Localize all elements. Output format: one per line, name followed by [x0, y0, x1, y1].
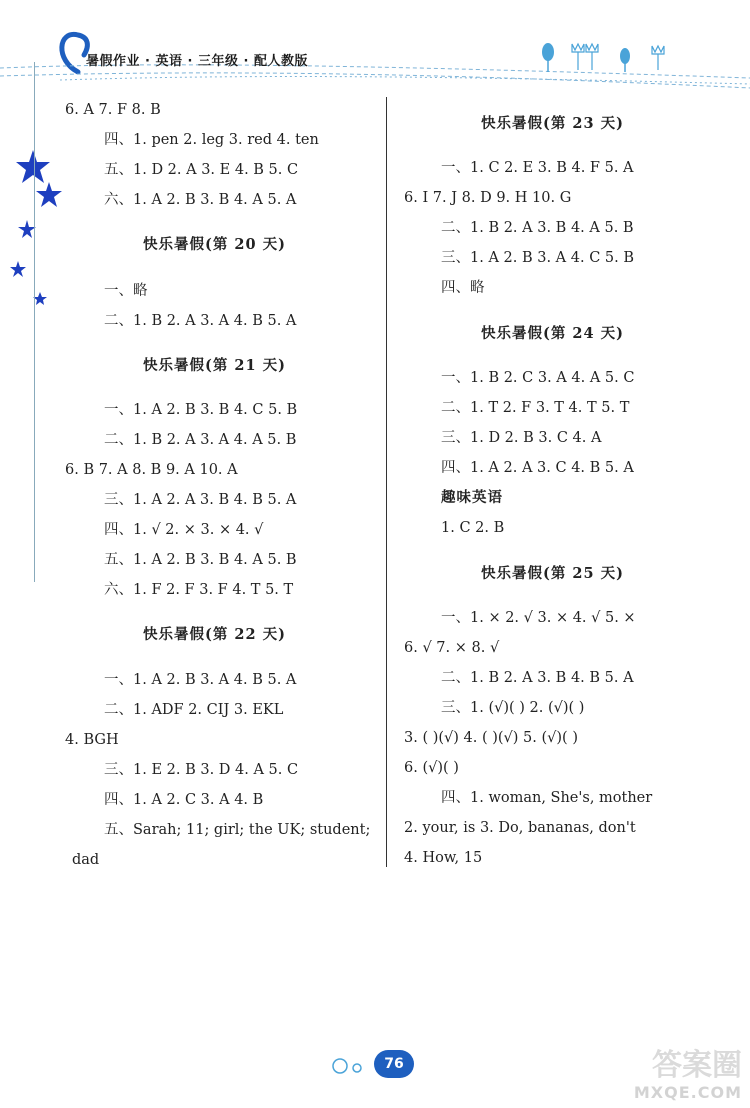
section-title: 快乐暑假(第 23 天) [481, 115, 624, 132]
answer-line: 一、1. B 2. C 3. A 4. A 5. C [441, 370, 635, 386]
answer-line: 六、1. F 2. F 3. F 4. T 5. T [104, 582, 294, 598]
answer-line: 一、略 [104, 283, 148, 299]
answer-line: 6. I 7. J 8. D 9. H 10. G [404, 190, 572, 206]
watermark-logo: 答案圈 [652, 1048, 742, 1083]
page-number: 76 [374, 1050, 414, 1078]
star-icon [36, 182, 62, 207]
answer-line: 二、1. T 2. F 3. T 4. T 5. T [441, 400, 630, 416]
answer-line: 四、1. pen 2. leg 3. red 4. ten [104, 132, 319, 148]
answer-line: 二、1. B 2. A 3. A 4. B 5. A [104, 313, 297, 329]
answer-line: 6. A 7. F 8. B [65, 102, 161, 118]
column-divider [386, 97, 387, 867]
answer-line: 三、1. E 2. B 3. D 4. A 5. C [104, 762, 299, 778]
section-title: 趣味英语 [441, 489, 503, 506]
answer-line: 一、1. A 2. B 3. B 4. C 5. B [104, 402, 298, 418]
answer-line: 六、1. A 2. B 3. B 4. A 5. A [104, 192, 297, 208]
section-title: 快乐暑假(第 21 天) [143, 357, 286, 374]
answer-line: 二、1. B 2. A 3. A 4. A 5. B [104, 432, 297, 448]
answer-line: 4. BGH [65, 732, 119, 748]
answer-line: 三、1. A 2. B 3. A 4. C 5. B [441, 250, 635, 266]
answer-line: 1. C 2. B [441, 520, 505, 536]
bubbles-decoration [330, 1056, 374, 1076]
stars-decoration [0, 140, 70, 310]
answer-line: 四、1. A 2. C 3. A 4. B [104, 792, 264, 808]
left-margin-rule [34, 62, 35, 582]
answer-line: 三、1. D 2. B 3. C 4. A [441, 430, 602, 446]
answer-line: 一、1. × 2. √ 3. × 4. √ 5. × [441, 610, 636, 626]
answer-line: dad [72, 852, 100, 868]
answer-line: 五、1. A 2. B 3. B 4. A 5. B [104, 552, 297, 568]
section-title: 快乐暑假(第 22 天) [143, 626, 286, 643]
answer-line: 6. √ 7. × 8. √ [404, 640, 500, 656]
answer-line: 三、1. (√)( ) 2. (√)( ) [441, 700, 585, 716]
tulip-icon [542, 43, 664, 72]
answer-line: 2. your, is 3. Do, bananas, don't [404, 820, 636, 836]
answer-line: 三、1. A 2. A 3. B 4. B 5. A [104, 492, 297, 508]
answer-line: 一、1. C 2. E 3. B 4. F 5. A [441, 160, 634, 176]
answer-line: 二、1. B 2. A 3. B 4. A 5. B [441, 220, 634, 236]
answer-line: 四、1. woman, She's, mother [441, 790, 653, 806]
watermark [634, 1049, 742, 1102]
section-title: 快乐暑假(第 25 天) [481, 565, 624, 582]
star-icon [33, 292, 47, 305]
star-icon [10, 261, 26, 277]
running-header: 暑假作业 · 英语 · 三年级 · 配人教版 [86, 54, 308, 69]
answer-line: 3. ( )(√) 4. ( )(√) 5. (√)( ) [404, 730, 578, 746]
answer-line: 四、1. √ 2. × 3. × 4. √ [104, 522, 264, 538]
answer-line: 一、1. A 2. B 3. A 4. B 5. A [104, 672, 297, 688]
section-title: 快乐暑假(第 20 天) [143, 236, 286, 253]
watermark-url: MXQE.COM [633, 1083, 742, 1102]
answer-line: 二、1. B 2. A 3. B 4. B 5. A [441, 670, 634, 686]
answer-line: 四、略 [441, 280, 485, 296]
section-title: 快乐暑假(第 24 天) [481, 325, 624, 342]
answer-line: 6. B 7. A 8. B 9. A 10. A [65, 462, 238, 478]
answer-line: 四、1. A 2. A 3. C 4. B 5. A [441, 460, 634, 476]
star-icon [16, 150, 50, 183]
answer-line: 五、1. D 2. A 3. E 4. B 5. C [104, 162, 299, 178]
answer-line: 4. How, 15 [404, 850, 483, 866]
answer-line: 二、1. ADF 2. CIJ 3. EKL [104, 702, 284, 718]
answer-line: 6. (√)( ) [404, 760, 459, 776]
answer-line: 五、Sarah; 11; girl; the UK; student; [104, 822, 371, 838]
